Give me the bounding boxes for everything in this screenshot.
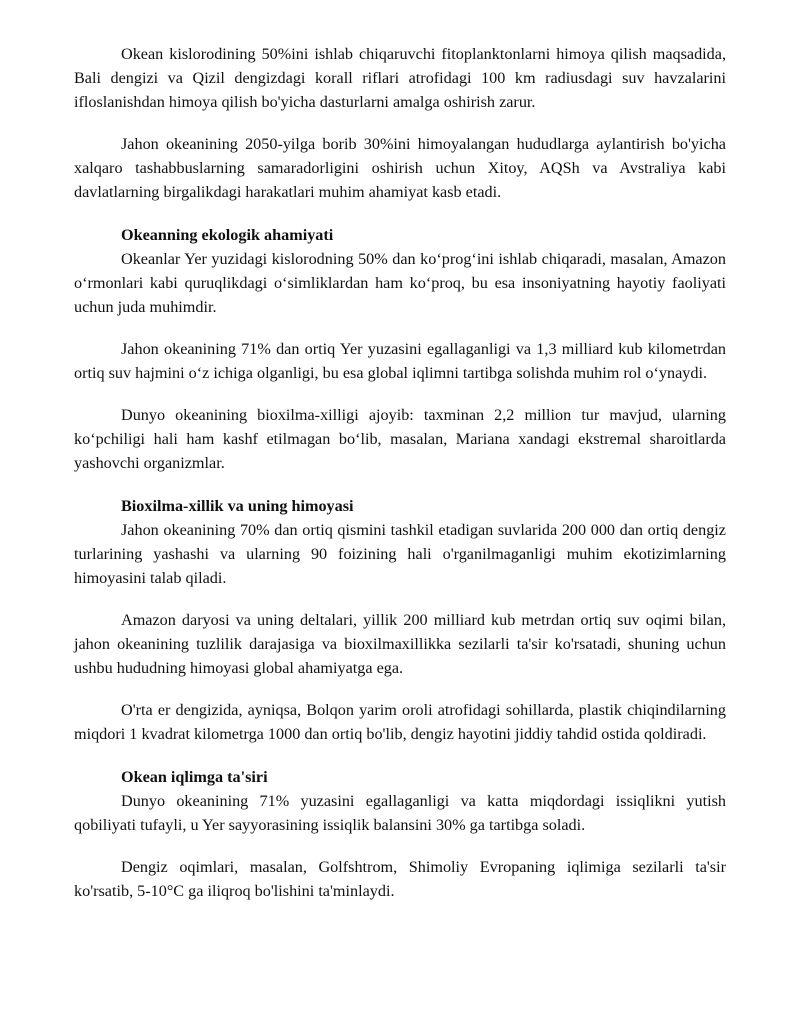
- paragraph-phytoplankton-protection: Okean kislorodining 50%ini ishlab chiqaruvchi fitoplanktonlarni himoya qilish maqsadida, Bali dengizi va Qizil dengizdagi korall riflari atrofidagi 100 km radiusdagi suv havzalarini ifloslanishdan himoya qilish bo'yicha dasturlarni amalga oshirish zarur.: [74, 45, 726, 111]
- document-page: [74, 42, 726, 903]
- heading-ecological-importance: Okeanning ekologik ahamiyati: [121, 226, 334, 244]
- paragraph-mediterranean-plastic: O'rta er dengizida, ayniqsa, Bolqon yarim oroli atrofidagi sohillarda, plastik chiqindilarning miqdori 1 kvadrat kilometrga 1000 dan ortiq bo'lib, dengiz hayotini jiddiy tahdid ostida qoldiradi.: [74, 701, 726, 743]
- paragraph-heat-balance: Dunyo okeanining 71% yuzasini egallaganligi va katta miqdordagi issiqlikni yutish qobiliyati tufayli, u Yer sayyorasining issiqlik balansini 30% ga tartibga soladi.: [74, 792, 726, 834]
- paragraph-oxygen-production: Okeanlar Yer yuzidagi kislorodning 50% dan ko‘prog‘ini ishlab chiqaradi, masalan, Amazon o‘rmonlari kabi quruqlikdagi o‘simliklardan ham ko‘proq, bu esa insoniyatning hayotiy faoliyati uchun juda muhimdir.: [74, 250, 726, 316]
- heading-biodiversity: Bioxilma-xillik va uning himoyasi: [121, 497, 354, 515]
- paragraph-amazon-river: Amazon daryosi va uning deltalari, yillik 200 milliard kub metrdan ortiq suv oqimi bilan, jahon okeanining tuzlilik darajasiga va bioxilmaxillikka sezilarli ta'sir ko'rsatadi, shuning uchun ushbu hududning himoyasi global ahamiyatga ega.: [74, 611, 726, 677]
- paragraph-gulf-stream: Dengiz oqimlari, masalan, Golfshtrom, Shimoliy Evropaning iqlimiga sezilarli ta'sir ko'rsatib, 5-10°C ga iliqroq bo'lishini ta'minlaydi.: [74, 858, 726, 900]
- paragraph-marine-species: Jahon okeanining 70% dan ortiq qismini tashkil etadigan suvlarida 200 000 dan ortiq dengiz turlarining yashashi va ularning 90 foizining hali o'rganilmaganligi muhim ekotizimlarning himoyasini talab qiladi.: [74, 521, 726, 587]
- paragraph-2050-initiative: Jahon okeanining 2050-yilga borib 30%ini himoyalangan hududlarga aylantirish bo'yicha xalqaro tashabbuslarning samaradorligini oshirish uchun Xitoy, AQSh va Avstraliya kabi davlatlarning birgalikdagi harakatlari muhim ahamiyat kasb etadi.: [74, 135, 726, 201]
- heading-ocean-climate: Okean iqlimga ta'siri: [121, 768, 268, 786]
- paragraph-ocean-coverage: Jahon okeanining 71% dan ortiq Yer yuzasini egallaganligi va 1,3 milliard kub kilometrdan ortiq suv hajmini o‘z ichiga olganligi, bu esa global iqlimni tartibga solishda muhim rol o‘ynaydi.: [74, 340, 726, 382]
- paragraph-species-count: Dunyo okeanining bioxilma-xilligi ajoyib: taxminan 2,2 million tur mavjud, ularning ko‘pchiligi hali ham kashf etilmagan bo‘lib, masalan, Mariana xandagi ekstremal sharoitlarda yashovchi organizmlar.: [74, 406, 726, 472]
